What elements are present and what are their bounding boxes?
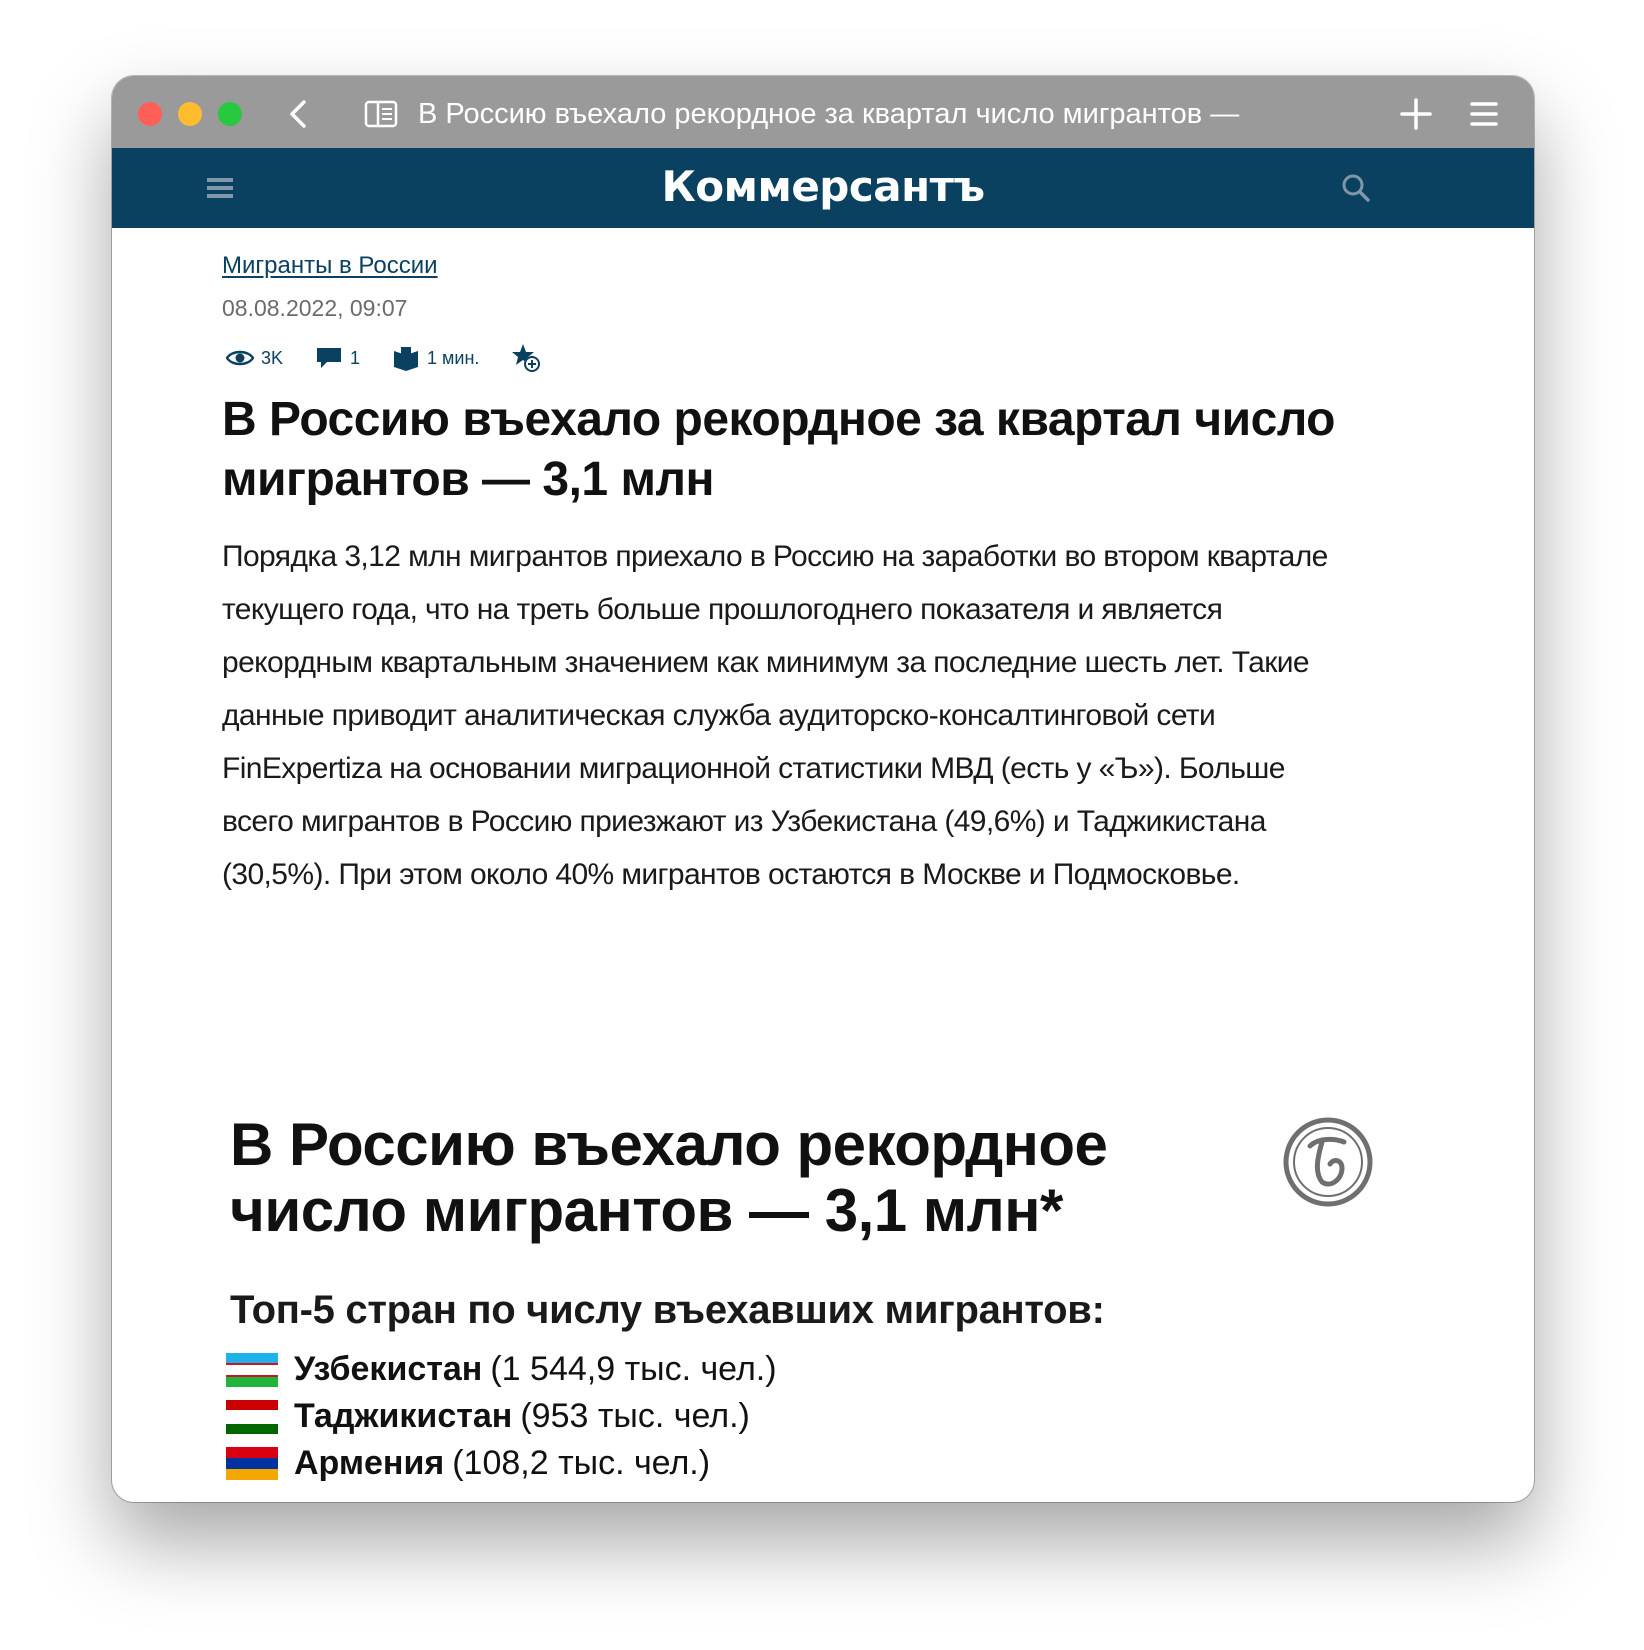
article-meta	[226, 340, 580, 376]
country-name: Армения	[294, 1444, 445, 1482]
read-time-value: 1 мин.	[427, 347, 480, 368]
list-item	[226, 1346, 777, 1393]
views-count: 3K	[261, 347, 284, 368]
close-window-button[interactable]	[138, 102, 162, 126]
comments-count: 1	[350, 347, 361, 368]
bookmark-button[interactable]	[511, 343, 548, 373]
hamburger-icon[interactable]	[206, 174, 234, 202]
article-headline: В Россию въехало рекордное за квартал число мигрантов — 3,1 млн	[222, 393, 1335, 506]
minimize-window-button[interactable]	[178, 102, 202, 126]
country-name: Узбекистан	[294, 1350, 483, 1388]
flag-stripe	[226, 1363, 278, 1377]
star-add-icon	[511, 343, 541, 373]
list-item	[226, 1440, 777, 1487]
infographic-title: В Россию въехало рекордное число мигрантов — 3,1 млн*	[230, 1111, 1108, 1244]
book-icon	[392, 345, 420, 371]
menu-icon[interactable]	[1466, 96, 1502, 132]
flag-stripe	[226, 1353, 278, 1363]
kommersant-emblem-icon	[1282, 1116, 1374, 1208]
flag-stripe	[226, 1447, 278, 1458]
flag-stripe	[226, 1469, 278, 1480]
read-time	[392, 345, 479, 371]
armenia-flag-icon	[226, 1447, 278, 1481]
country-list	[226, 1346, 777, 1487]
comments-counter[interactable]	[315, 346, 360, 370]
country-value: (953 тыс. чел.)	[520, 1397, 750, 1435]
rubric-link[interactable]: Мигранты в России	[222, 252, 438, 279]
infographic-subtitle: Топ-5 стран по числу въехавших мигрантов:	[230, 1288, 1105, 1332]
flag-stripe	[226, 1377, 278, 1387]
article-lead: Порядка 3,12 млн мигрантов приехало в Россию на заработки во втором квартале текущего года, что на треть больше прошлогоднего показателя и является рекордным квартальным значением как минимум за последние шесть лет. Такие данные приводит аналитическая служба аудиторско-консалтинговой сети FinExpertiza на основании миграционной статистики МВД (есть у «Ъ»). Больше всего мигрантов в Россию приезжают из Узбекистана (49,6%) и Таджикистана (30,5%). При этом около 40% мигрантов остаются в Москве и Подмосковье.	[222, 540, 1328, 891]
country-value: (1 544,9 тыс. чел.)	[490, 1350, 777, 1388]
eye-icon	[226, 349, 254, 367]
back-icon[interactable]	[282, 96, 318, 132]
comment-icon	[315, 346, 343, 370]
tajikistan-flag-icon	[226, 1400, 278, 1434]
flag-stripe	[226, 1424, 278, 1434]
country-value: (108,2 тыс. чел.)	[452, 1444, 711, 1482]
plus-icon[interactable]	[1396, 94, 1436, 134]
article-date: 08.08.2022, 09:07	[222, 295, 408, 321]
country-name: Таджикистан	[294, 1397, 513, 1435]
views-counter	[226, 348, 283, 369]
flag-stripe	[226, 1400, 278, 1410]
title-bar	[112, 76, 1534, 148]
zoom-window-button[interactable]	[218, 102, 242, 126]
flag-stripe	[226, 1410, 278, 1424]
browser-window	[112, 76, 1534, 1502]
tab-title[interactable]: В Россию въехало рекордное за квартал число мигрантов —	[418, 98, 1240, 130]
uzbekistan-flag-icon	[226, 1353, 278, 1387]
site-logo[interactable]: Коммерсантъ	[661, 162, 985, 211]
flag-stripe	[226, 1458, 278, 1469]
list-item	[226, 1393, 777, 1440]
reader-icon[interactable]	[364, 100, 398, 128]
search-icon[interactable]	[1340, 172, 1372, 204]
site-header	[112, 148, 1534, 228]
